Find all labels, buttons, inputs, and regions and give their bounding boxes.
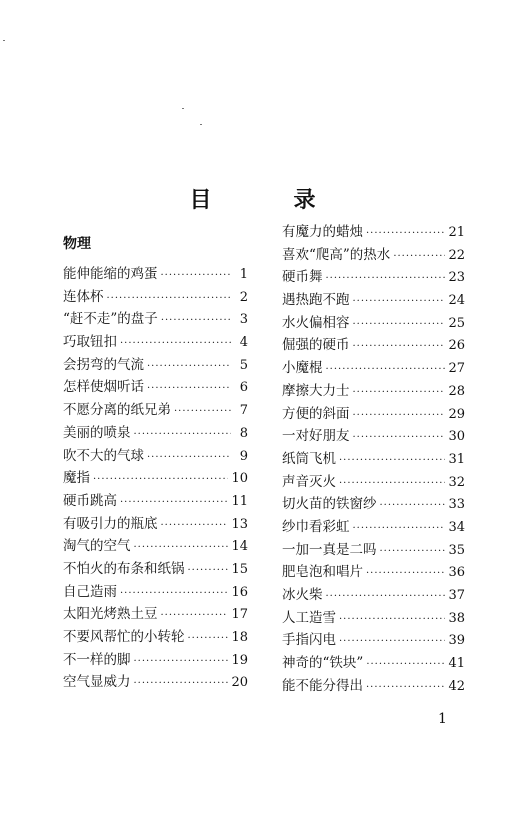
toc-entry-title: 空气显威力 [63, 674, 131, 691]
toc-entry [63, 467, 248, 490]
dot-leader [188, 560, 229, 583]
toc-entry [63, 308, 248, 331]
toc-entry-title: 美丽的喷泉 [63, 424, 131, 441]
toc-entry [282, 221, 465, 244]
toc-entry-title: 有魔力的蜡烛 [282, 224, 363, 240]
dot-leader [366, 654, 445, 677]
toc-entry-title: 声音灭火 [282, 473, 336, 490]
toc-entry [282, 607, 465, 630]
dot-leader [93, 469, 228, 492]
toc-entry-page: 38 [448, 610, 465, 626]
dot-leader [353, 314, 446, 337]
toc-right-column [282, 221, 465, 697]
toc-entry [63, 376, 248, 399]
toc-entry [282, 516, 465, 539]
toc-entry-title: 硬币舞 [282, 269, 323, 286]
toc-entry-title: 淘气的空气 [63, 538, 131, 555]
toc-entry [63, 263, 248, 286]
dot-leader [380, 541, 446, 564]
toc-entry-title: 不怕火的布条和纸锅 [63, 560, 185, 577]
toc-entry [63, 399, 248, 422]
toc-entry [63, 581, 248, 604]
dot-leader [380, 495, 446, 518]
toc-entry-title: 魔指 [63, 470, 90, 487]
dot-leader [134, 673, 229, 696]
toc-entry-page: 28 [448, 383, 465, 399]
dot-leader [353, 518, 446, 541]
dot-leader [393, 246, 445, 269]
toc-entry [282, 629, 465, 652]
dot-leader [326, 359, 446, 382]
dot-leader [120, 333, 231, 356]
toc-entry-page: 24 [448, 293, 465, 309]
toc-entry-page: 3 [239, 312, 248, 328]
toc-entry-title: 能伸能缩的鸡蛋 [63, 266, 158, 282]
toc-entry-page: 7 [239, 403, 248, 419]
toc-entry-title: 自己造雨 [63, 583, 117, 600]
toc-entry-title: 手指闪电 [282, 632, 336, 649]
dot-leader [353, 291, 446, 314]
toc-entry-page: 33 [448, 497, 465, 513]
toc-entry-title: 切火苗的铁窗纱 [282, 496, 377, 513]
toc-entry [282, 244, 465, 267]
toc-entry-title: 巧取钮扣 [63, 334, 117, 351]
toc-entry-title: 不一样的脚 [63, 651, 131, 668]
toc-entry [63, 626, 248, 649]
toc-entry-page: 11 [231, 493, 248, 509]
toc-entry [282, 561, 465, 584]
toc-entry [282, 334, 465, 357]
toc-entry [63, 445, 248, 468]
toc-entry-page: 2 [239, 289, 248, 305]
toc-entry-page: 17 [231, 607, 248, 623]
toc-entry-page: 15 [231, 561, 248, 577]
dot-leader [339, 450, 445, 473]
dot-leader [161, 310, 231, 333]
toc-entry-page: 22 [448, 247, 465, 263]
toc-entry-page: 16 [231, 584, 248, 600]
dot-leader [134, 537, 229, 560]
toc-entry-page: 29 [448, 406, 465, 422]
toc-entry [63, 558, 248, 581]
toc-entry-title: 方便的斜面 [282, 405, 350, 422]
toc-entry [63, 354, 248, 377]
dot-leader [161, 605, 229, 628]
toc-entry-page: 26 [448, 338, 465, 354]
toc-entry-page: 14 [231, 539, 248, 555]
toc-left-column [63, 263, 248, 694]
toc-entry [63, 286, 248, 309]
dot-leader [147, 447, 231, 470]
toc-entry-title: 人工造雪 [282, 609, 336, 626]
toc-entry [63, 490, 248, 513]
toc-entry [63, 513, 248, 536]
dot-leader [353, 427, 446, 450]
toc-entry [282, 539, 465, 562]
toc-entry-page: 1 [239, 267, 248, 282]
scan-speck [200, 124, 202, 125]
dot-leader [147, 356, 231, 379]
toc-entry [282, 425, 465, 448]
toc-entry-page: 31 [448, 451, 465, 467]
toc-entry-title: 喜欢“爬高”的热水 [282, 246, 391, 263]
toc-entry [63, 331, 248, 354]
toc-entry-page: 18 [231, 630, 248, 645]
dot-leader [147, 378, 231, 401]
toc-entry-page: 30 [448, 429, 465, 445]
section-heading: 物理 [63, 236, 91, 252]
page-title: 目 录 [189, 187, 346, 213]
dot-leader [353, 382, 446, 405]
toc-entry-page: 27 [448, 361, 465, 377]
toc-entry [282, 403, 465, 426]
toc-entry [282, 357, 465, 380]
toc-entry-title: 摩擦大力士 [282, 382, 350, 399]
dot-leader [120, 492, 228, 515]
toc-entry [63, 603, 248, 626]
toc-entry-page: 25 [448, 315, 465, 331]
toc-entry-page: 20 [231, 675, 248, 691]
toc-entry-page: 42 [448, 678, 465, 694]
toc-entry-title: 遇热跑不跑 [282, 292, 350, 309]
toc-entry-page: 5 [239, 357, 248, 373]
toc-entry [63, 649, 248, 672]
toc-entry [282, 289, 465, 312]
toc-entry-title: 怎样使烟听话 [63, 379, 144, 396]
scan-speck [3, 40, 5, 41]
toc-entry-page: 8 [239, 425, 248, 441]
dot-leader [353, 405, 446, 428]
toc-entry-title: 冰火柴 [282, 587, 323, 603]
dot-leader [366, 563, 445, 586]
dot-leader [188, 628, 229, 651]
toc-entry-page: 32 [448, 474, 465, 490]
toc-entry-title: 能不能分得出 [282, 677, 363, 694]
toc-entry-page: 34 [448, 519, 465, 535]
toc-entry [282, 493, 465, 516]
scan-speck [182, 108, 184, 109]
toc-entry [282, 380, 465, 403]
dot-leader [326, 586, 446, 609]
toc-entry [282, 266, 465, 289]
toc-entry-title: 神奇的“铁块” [282, 655, 364, 672]
dot-leader [174, 401, 231, 424]
toc-entry-title: “赶不走”的盘子 [63, 311, 158, 328]
page-number: 1 [438, 711, 447, 727]
toc-entry-title: 不要风帮忙的小转轮 [63, 629, 185, 645]
dot-leader [134, 651, 229, 674]
toc-entry-page: 23 [448, 270, 465, 286]
dot-leader [339, 473, 445, 496]
dot-leader [107, 288, 232, 311]
toc-entry-page: 39 [448, 633, 465, 649]
toc-entry-page: 41 [448, 656, 465, 672]
toc-entry-title: 水火偏相容 [282, 314, 350, 331]
toc-entry [282, 652, 465, 675]
dot-leader [366, 677, 445, 700]
toc-entry-title: 纱巾看彩虹 [282, 518, 350, 535]
dot-leader [161, 515, 229, 538]
toc-entry-title: 肥皂泡和唱片 [282, 564, 363, 581]
toc-entry-page: 19 [231, 652, 248, 668]
toc-entry-page: 13 [231, 516, 248, 532]
toc-entry [282, 584, 465, 607]
toc-entry-page: 36 [448, 565, 465, 581]
toc-entry-title: 不愿分离的纸兄弟 [63, 402, 171, 419]
dot-leader [353, 336, 446, 359]
toc-entry-title: 倔强的硬币 [282, 337, 350, 354]
toc-entry [63, 422, 248, 445]
toc-entry-title: 小魔棍 [282, 360, 323, 377]
toc-entry-page: 37 [448, 588, 465, 603]
toc-entry-page: 21 [448, 225, 465, 240]
dot-leader [134, 424, 232, 447]
toc-entry [282, 675, 465, 698]
toc-entry-title: 硬币跳高 [63, 492, 117, 509]
toc-entry-title: 吹不大的气球 [63, 447, 144, 464]
dot-leader [366, 223, 445, 246]
toc-entry-title: 会拐弯的气流 [63, 356, 144, 373]
dot-leader [339, 631, 445, 654]
toc-entry [63, 535, 248, 558]
dot-leader [339, 609, 445, 632]
toc-entry [282, 448, 465, 471]
toc-entry [282, 471, 465, 494]
toc-entry-page: 10 [231, 471, 248, 487]
dot-leader [326, 268, 446, 291]
toc-entry-title: 一加一真是二吗 [282, 541, 377, 558]
toc-entry [63, 671, 248, 694]
toc-entry-page: 6 [239, 380, 248, 396]
toc-entry-title: 太阳光烤熟土豆 [63, 606, 158, 623]
toc-entry-page: 35 [448, 542, 465, 558]
toc-entry-title: 一对好朋友 [282, 428, 350, 445]
toc-entry [282, 312, 465, 335]
toc-entry-title: 连体杯 [63, 288, 104, 305]
toc-entry-page: 9 [239, 448, 248, 464]
toc-entry-title: 纸筒飞机 [282, 450, 336, 467]
dot-leader [120, 583, 228, 606]
toc-entry-title: 有吸引力的瓶底 [63, 515, 158, 532]
dot-leader [161, 265, 232, 288]
toc-entry-page: 4 [239, 335, 248, 351]
